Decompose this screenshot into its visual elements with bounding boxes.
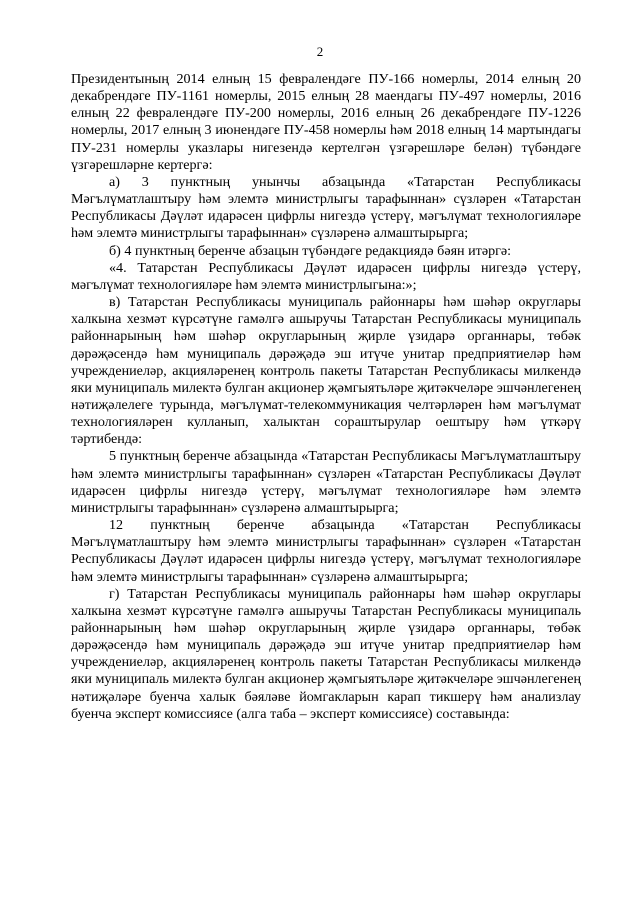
paragraph-decree-list: Президентының 2014 елның 15 февралендәге ПУ-166 номерлы, 2014 елның 20 декабрендәге ПУ-1161 номерлы, 2015 елның 28 маендагы ПУ-497 номерлы, 2016 елның 22 февралендәге ПУ-200 номерлы, 2016 елның 26 декабрендәге ПУ-1226 номерлы, 2017 елның 3 июнендәге ПУ-458 номерлы һәм 2018 елның 14 мартындагы ПУ-231 номерлы указлары нигезендә кертелгән үзгәрешләре белән) түбәндәге үзгәрешләрне кертергә: [71, 71, 581, 173]
paragraph-item-v-point-12: 12 пунктның беренче абзацында «Татарстан Республикасы Мәгълүматлаштыру һәм элемтә министрлыгы тарафыннан» сүзләрен «Татарстан Республикасы Дәүләт идарәсен цифрлы нигездә үстерү, мәгълүмат технологияләре һәм элемтә министрлыгы тарафыннан» сүзләренә алмаштырырга; [71, 517, 581, 585]
paragraph-item-g: г) Татарстан Республикасы муниципаль районнары һәм шәһәр округлары халкына хезмәт күрсәтүне гамәлгә ашыручы Татарстан Республикасы муниципаль районнарының һәм шәһәр округларының җирле үзидарә органнары, төбәк дәрәҗәсендә һәм муниципаль дәрәҗәдә эш итүче унитар предприятиеләр һәм учреждениеләр, акцияләренең контроль пакеты Татарстан Республикасы милкендә яки муниципаль милектә булган акционер җәмгыятьләре җитәкчеләре эшчәнлегенең нәтиҗәләре буенча халык бәяләве йомгакларын карап тикшерү һәм анализлау буенча эксперт комиссиясе (алга таба – эксперт комиссиясе) составында: [71, 585, 581, 722]
paragraph-item-b-quote: «4. Татарстан Республикасы Дәүләт идарәсен цифрлы нигездә үстерү, мәгълүмат технологияләре һәм элемтә министрлыгына:»; [71, 259, 581, 293]
paragraph-item-a: а) 3 пунктның унынчы абзацында «Татарстан Республикасы Мәгълүматлаштыру һәм элемтә министрлыгы тарафыннан» сүзләрен «Татарстан Республикасы Дәүләт идарәсен цифрлы нигездә үстерү, мәгълүмат технологияләре һәм элемтә министрлыгы тарафыннан» сүзләренә алмаштырырга; [71, 173, 581, 242]
document-body [71, 71, 581, 723]
paragraph-item-v: в) Татарстан Республикасы муниципаль районнары һәм шәһәр округлары халкына хезмәт күрсәтүне гамәлгә ашыручы Татарстан Республикасы муниципаль районнарының һәм шәһәр округларының җирле үзидарә органнары, төбәк дәрәҗәсендә һәм муниципаль дәрәҗәдә эш итүче унитар предприятиеләр һәм учреждениеләр, акцияләренең контроль пакеты Татарстан Республикасы милкендә яки муниципаль милектә булган акционер җәмгыятьләре җитәкчеләре эшчәнлегенең нәтиҗәлелеге турында, мәгълүмат-телекоммуникация челтәрләрен һәм мәгълүмат технологияләрен кулланып, халыктан сораштырулар оештыру һәм үткәрү тәртибендә: [71, 294, 581, 448]
paragraph-item-v-point-5: 5 пунктның беренче абзацында «Татарстан Республикасы Мәгълүматлаштыру һәм элемтә министрлыгы тарафыннан» сүзләрен «Татарстан Республикасы Дәүләт идарәсен цифрлы нигездә үстерү, мәгълүмат технологияләре һәм элемтә министрлыгы тарафыннан» сүзләренә алмаштырырга; [71, 448, 581, 516]
paragraph-item-b: б) 4 пунктның беренче абзацын түбәндәге редакциядә бәян итәргә: [109, 242, 512, 259]
page-number: 2 [316, 44, 324, 59]
